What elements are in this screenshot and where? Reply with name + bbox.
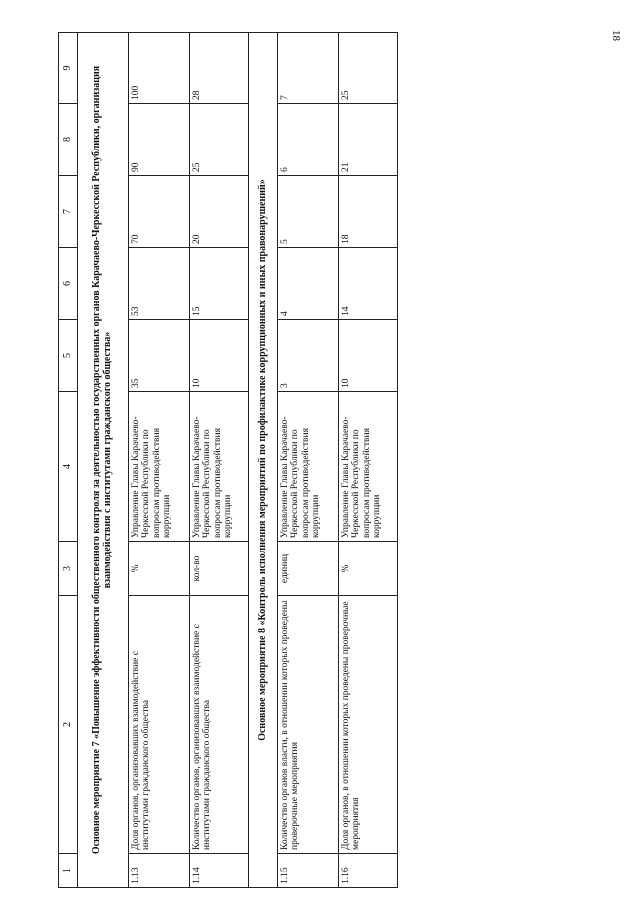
col-header-1: 1 — [59, 854, 78, 888]
value-col9: 100 — [129, 33, 190, 104]
value-col7: 5 — [278, 176, 339, 248]
value-col5: 35 — [129, 320, 190, 392]
section-row — [249, 33, 278, 888]
value-col7: 18 — [339, 176, 398, 248]
value-col6: 4 — [278, 248, 339, 320]
section-row — [78, 33, 129, 888]
table-row — [278, 33, 339, 888]
col-header-8: 8 — [59, 104, 78, 176]
responsible-cell: Управление Главы Карачаево-Черкесской Республики по вопросам противодействия коррупции — [190, 392, 249, 542]
col-header-4: 4 — [59, 392, 78, 542]
value-col5: 10 — [190, 320, 249, 392]
value-col9: 7 — [278, 33, 339, 104]
col-header-9: 9 — [59, 33, 78, 104]
indicator-name: Количество органов власти, в отношении которых проведены проверочные мероприятия — [278, 596, 339, 854]
col-header-3: 3 — [59, 542, 78, 596]
section-title: Основное мероприятие 8 «Контроль исполнения мероприятий по профилактике коррупционных и иных правонарушений» — [249, 33, 278, 888]
value-col7: 70 — [129, 176, 190, 248]
responsible-cell: Управление Главы Карачаево-Черкесской Республики по вопросам противодействия коррупции — [339, 392, 398, 542]
indicator-name: Доля органов, организовавших взаимодействие с институтами гражданского общества — [129, 596, 190, 854]
indicator-table — [58, 32, 398, 888]
header-row — [59, 33, 78, 888]
value-col9: 28 — [190, 33, 249, 104]
value-col6: 53 — [129, 248, 190, 320]
value-col8: 6 — [278, 104, 339, 176]
table-row — [129, 33, 190, 888]
row-number: 1.15 — [278, 854, 339, 888]
row-number: 1.16 — [339, 854, 398, 888]
indicator-name: Доля органов, в отношении которых проведены проверочные мероприятия — [339, 596, 398, 854]
section-title: Основное мероприятие 7 «Повышение эффективности общественного контроля за деятельностью государственных органов Карачаево-Черкесской Республики, организация взаимодействия с институтами гражданского общества» — [78, 33, 129, 888]
unit-cell: кол-во — [190, 542, 249, 596]
value-col6: 14 — [339, 248, 398, 320]
value-col9: 25 — [339, 33, 398, 104]
table-row — [339, 33, 398, 888]
col-header-2: 2 — [59, 596, 78, 854]
value-col8: 21 — [339, 104, 398, 176]
responsible-cell: Управление Главы Карачаево-Черкесской Республики по вопросам противодействия коррупции — [129, 392, 190, 542]
unit-cell: единиц — [278, 542, 339, 596]
value-col5: 3 — [278, 320, 339, 392]
value-col6: 15 — [190, 248, 249, 320]
unit-cell: % — [129, 542, 190, 596]
col-header-7: 7 — [59, 176, 78, 248]
col-header-6: 6 — [59, 248, 78, 320]
indicator-name: Количество органов, организовавших взаимодействие с институтами гражданского общества — [190, 596, 249, 854]
responsible-cell: Управление Главы Карачаево-Черкесской Республики по вопросам противодействия коррупции — [278, 392, 339, 542]
row-number: 1.13 — [129, 854, 190, 888]
col-header-5: 5 — [59, 320, 78, 392]
page-number: 18 — [610, 30, 622, 41]
row-number: 1.14 — [190, 854, 249, 888]
table-row — [190, 33, 249, 888]
value-col5: 10 — [339, 320, 398, 392]
value-col7: 20 — [190, 176, 249, 248]
value-col8: 90 — [129, 104, 190, 176]
value-col8: 25 — [190, 104, 249, 176]
unit-cell: % — [339, 542, 398, 596]
rotated-table-page — [58, 33, 382, 888]
